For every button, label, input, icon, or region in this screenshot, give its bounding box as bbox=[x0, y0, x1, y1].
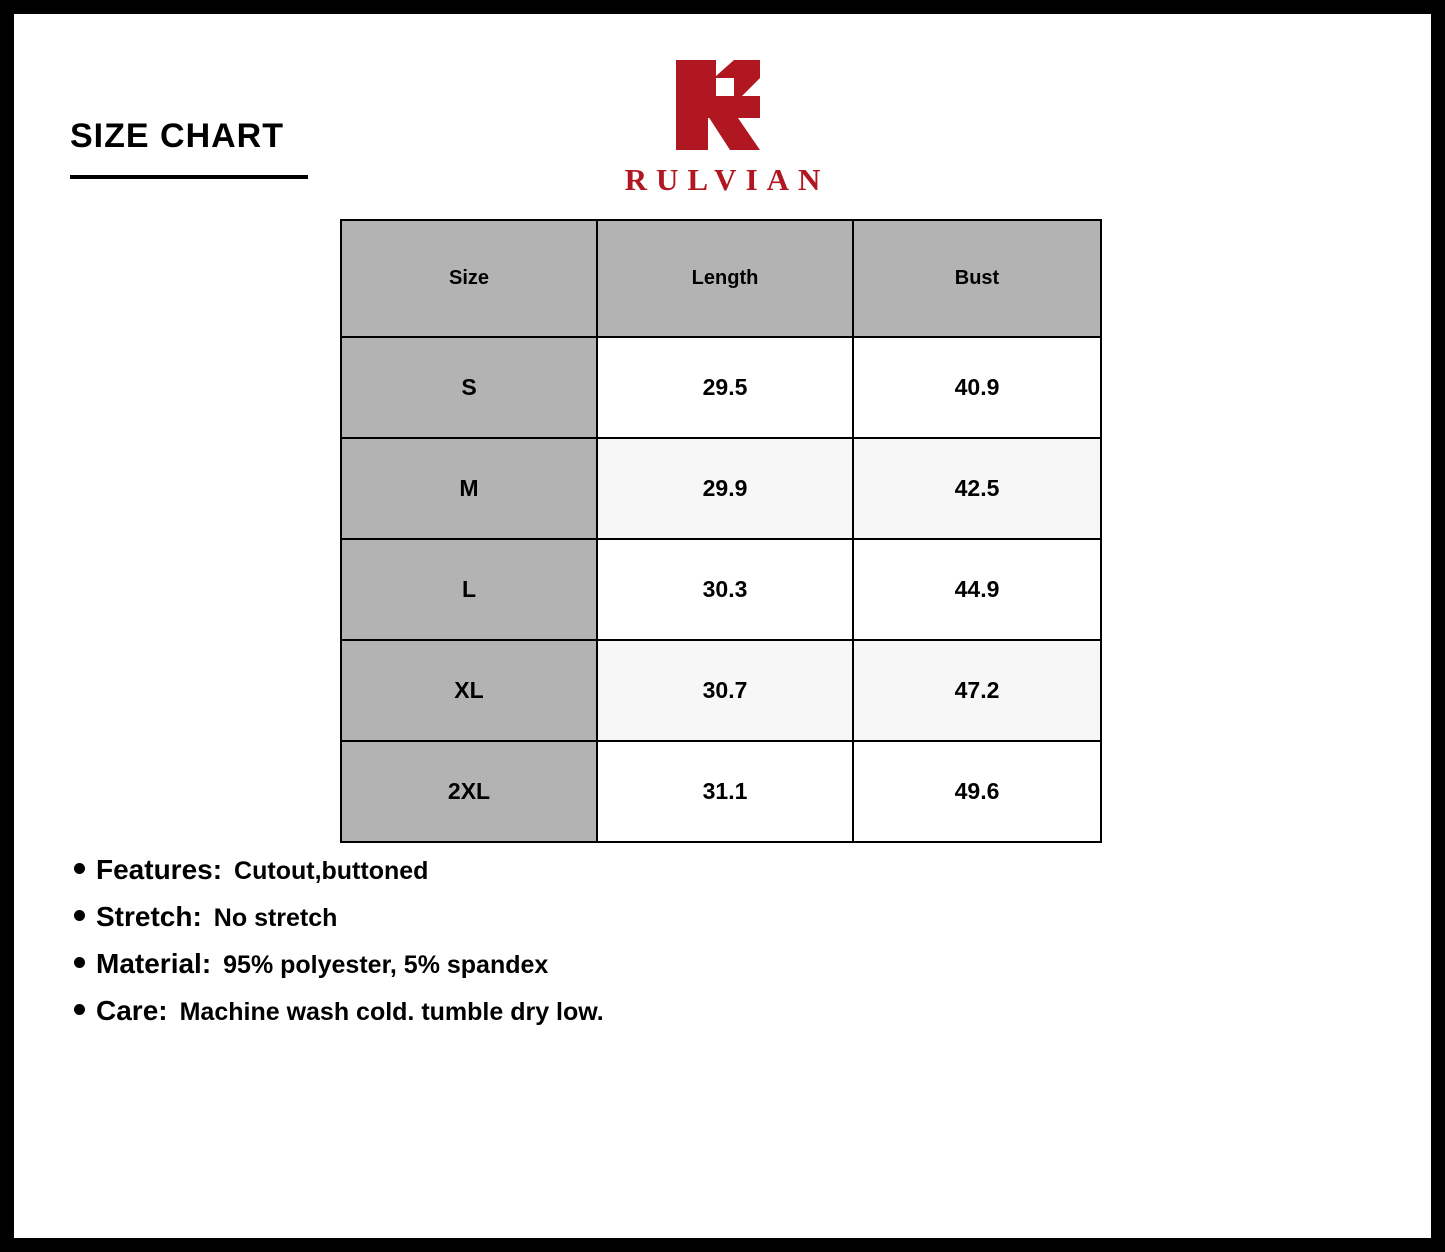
cell-bust: 42.5 bbox=[853, 438, 1101, 539]
detail-value: No stretch bbox=[213, 904, 338, 932]
cell-length: 29.9 bbox=[597, 438, 853, 539]
column-header-length: Length bbox=[597, 220, 853, 337]
product-details-list bbox=[74, 854, 1274, 1042]
table-header-row bbox=[341, 220, 1101, 337]
brand-logo bbox=[14, 56, 1431, 198]
table-row bbox=[341, 337, 1101, 438]
cell-size: M bbox=[341, 438, 597, 539]
size-table bbox=[340, 219, 1102, 843]
detail-label: Features: bbox=[96, 854, 223, 885]
detail-label: Material: bbox=[96, 948, 212, 979]
column-header-bust: Bust bbox=[853, 220, 1101, 337]
cell-size: S bbox=[341, 337, 597, 438]
cell-length: 30.3 bbox=[597, 539, 853, 640]
cell-size: L bbox=[341, 539, 597, 640]
detail-value: 95% polyester, 5% spandex bbox=[223, 951, 549, 979]
table-row bbox=[341, 741, 1101, 842]
page-inner bbox=[14, 14, 1431, 1238]
cell-bust: 49.6 bbox=[853, 741, 1101, 842]
detail-label: Care: bbox=[96, 995, 168, 1026]
size-table-wrapper bbox=[340, 219, 1100, 843]
detail-label: Stretch: bbox=[96, 901, 202, 932]
cell-bust: 40.9 bbox=[853, 337, 1101, 438]
bullet-dot-icon bbox=[74, 957, 85, 968]
cell-length: 29.5 bbox=[597, 337, 853, 438]
page-title: SIZE CHART bbox=[70, 117, 284, 155]
detail-value: Cutout,buttoned bbox=[234, 857, 429, 885]
rulvian-r-logo-icon bbox=[664, 56, 782, 154]
list-item bbox=[74, 854, 1274, 886]
table-row bbox=[341, 438, 1101, 539]
list-item bbox=[74, 995, 1274, 1027]
cell-length: 31.1 bbox=[597, 741, 853, 842]
bullet-dot-icon bbox=[74, 863, 85, 874]
bullet-dot-icon bbox=[74, 1004, 85, 1015]
bullet-dot-icon bbox=[74, 910, 85, 921]
brand-name: RULVIAN bbox=[624, 162, 830, 197]
cell-length: 30.7 bbox=[597, 640, 853, 741]
list-item bbox=[74, 901, 1274, 933]
cell-bust: 44.9 bbox=[853, 539, 1101, 640]
cell-bust: 47.2 bbox=[853, 640, 1101, 741]
detail-value: Machine wash cold. tumble dry low. bbox=[179, 998, 604, 1026]
cell-size: 2XL bbox=[341, 741, 597, 842]
table-row bbox=[341, 539, 1101, 640]
cell-size: XL bbox=[341, 640, 597, 741]
column-header-size: Size bbox=[341, 220, 597, 337]
list-item bbox=[74, 948, 1274, 980]
table-row bbox=[341, 640, 1101, 741]
